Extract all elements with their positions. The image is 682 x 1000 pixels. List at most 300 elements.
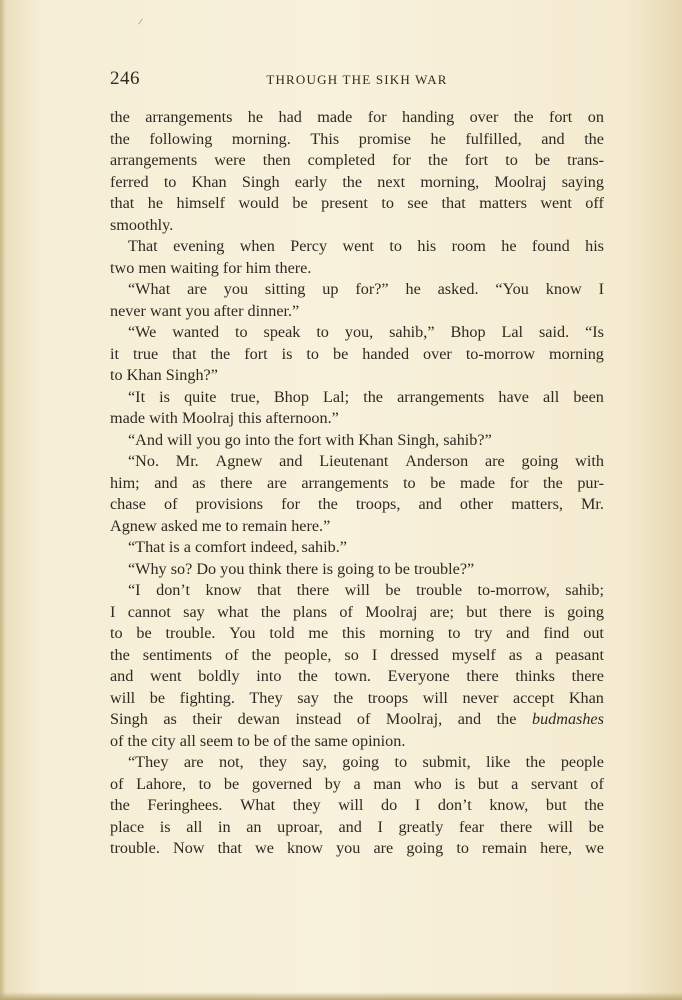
word: “And (128, 430, 164, 449)
text-line (110, 172, 604, 194)
word: to (110, 624, 123, 642)
word: here, (540, 839, 572, 857)
word: you (336, 839, 361, 857)
word: and (541, 129, 565, 148)
word: is (159, 387, 170, 406)
word: there (285, 559, 319, 578)
word: a (183, 538, 191, 556)
word: matters (479, 194, 527, 212)
word: his (585, 237, 604, 255)
word: and (154, 473, 178, 492)
word: to (234, 323, 248, 341)
word: the (110, 108, 130, 126)
word: all (543, 387, 560, 406)
word: remain (242, 516, 288, 535)
word: in (218, 817, 231, 836)
word: Bhop (450, 323, 486, 341)
word: fort (464, 151, 489, 169)
page-bottom-edge (0, 992, 682, 1000)
text-line (110, 193, 604, 215)
word: don’t (156, 581, 190, 599)
word: like (486, 753, 511, 771)
word: is (159, 817, 171, 836)
word: plans (292, 602, 328, 621)
word: Lal (501, 323, 524, 341)
word: myself (451, 645, 496, 664)
text-line (110, 129, 604, 151)
word: say, (302, 753, 327, 771)
text-line (110, 580, 604, 602)
word: all (186, 817, 203, 836)
text-line (110, 559, 604, 581)
word: people (560, 753, 604, 771)
word: two (110, 258, 135, 277)
word: made (110, 409, 146, 427)
page-edge-shadow (0, 0, 6, 1000)
word: we (585, 839, 604, 857)
word: I (377, 817, 383, 836)
word: “They (128, 753, 169, 771)
word: are; (429, 602, 454, 621)
word: be (292, 194, 308, 212)
word: present (321, 194, 368, 212)
word: he (147, 194, 164, 212)
word: to (110, 366, 123, 384)
word: Do (196, 559, 217, 578)
word: his (417, 237, 437, 255)
word: went (342, 237, 374, 255)
word: the (543, 473, 563, 492)
text-line (110, 516, 604, 538)
word: know (545, 280, 582, 298)
word: the (427, 151, 448, 169)
word: with (575, 452, 604, 470)
word: trouble (416, 581, 463, 599)
word: the (110, 129, 130, 148)
word: evening (173, 237, 225, 255)
word: pur- (577, 473, 604, 492)
word: sahib.” (301, 538, 347, 556)
word: man (373, 774, 402, 793)
word: a (535, 645, 543, 664)
word: Percy (290, 237, 328, 255)
word: will (547, 817, 573, 836)
word: morning, (420, 172, 480, 191)
word: for (509, 473, 529, 492)
word: for (392, 151, 411, 169)
word: not, (218, 753, 244, 771)
text-line (110, 817, 604, 839)
text-line (110, 688, 604, 710)
word: he (501, 237, 517, 255)
word: had (278, 108, 302, 126)
word: troops (367, 688, 409, 707)
word: of (590, 774, 604, 793)
word: be (136, 624, 152, 642)
word: men (138, 258, 167, 277)
word: the (251, 645, 272, 664)
word: You (229, 624, 256, 642)
word: going (337, 559, 374, 578)
text-line (110, 150, 604, 172)
word: into (256, 667, 282, 685)
word: to (237, 731, 250, 750)
word: Lahore, (136, 774, 187, 793)
word: that (172, 344, 197, 363)
word: are (183, 753, 204, 771)
word: of (225, 645, 239, 664)
word: be (430, 473, 446, 492)
word: city (151, 731, 176, 750)
word: to (389, 237, 402, 255)
word: fort (297, 430, 322, 449)
word: matters, (511, 495, 563, 513)
word: for (222, 258, 242, 277)
word: off (585, 194, 604, 212)
word: waiting (170, 258, 219, 277)
word: of (110, 731, 124, 750)
text-line (110, 215, 604, 237)
word: fort (548, 108, 573, 126)
text-line (110, 430, 604, 452)
word: think (248, 559, 282, 578)
word: greatly (398, 817, 444, 836)
word: of (339, 602, 353, 621)
word: to (403, 473, 416, 492)
word: is (454, 774, 466, 793)
word: wanted (172, 323, 220, 341)
word: the (110, 796, 130, 814)
text-line (110, 344, 604, 366)
word: following (149, 129, 213, 148)
word: dressed (390, 645, 439, 664)
word: him (245, 258, 271, 277)
word: up (322, 280, 339, 298)
word: the (127, 731, 148, 750)
word: place (110, 817, 145, 836)
word: morning (379, 624, 435, 642)
text-line (110, 322, 604, 344)
text-line (110, 365, 604, 387)
word: to (505, 151, 518, 169)
word: promise (358, 129, 411, 148)
word: be (253, 731, 270, 750)
word: you, (344, 323, 374, 341)
text-line (110, 666, 604, 688)
word: trouble. (165, 624, 216, 642)
word: the (584, 129, 604, 148)
word: going (521, 452, 559, 470)
word: want (150, 301, 182, 320)
word: and (110, 667, 134, 685)
word: people, (284, 645, 332, 664)
word: who (413, 774, 442, 793)
word: the (318, 495, 338, 513)
word: Feringhees. (147, 796, 223, 814)
word: he (430, 129, 446, 148)
text-line (110, 408, 604, 430)
word: “What (128, 280, 171, 298)
word: there (499, 817, 533, 836)
word: “We (128, 323, 157, 341)
word: smoothly. (110, 215, 174, 234)
word: Khan (358, 430, 394, 449)
word: Khan (568, 688, 604, 707)
word: I (414, 796, 421, 814)
word: “Is (585, 323, 604, 341)
word: Bhop (273, 387, 309, 406)
word: went (540, 194, 572, 212)
word: uproar, (277, 817, 323, 836)
word: the (342, 172, 363, 191)
word: were (214, 151, 246, 169)
word: handed (362, 344, 410, 363)
word: the (274, 430, 294, 449)
text-line (110, 451, 604, 473)
word: and (418, 495, 442, 513)
word: Lal; (323, 387, 350, 406)
word: know (286, 839, 323, 857)
word: fear (459, 817, 485, 836)
word: be (588, 817, 604, 836)
word: you (196, 430, 221, 449)
word: but (466, 602, 487, 621)
word: fort (244, 344, 268, 363)
word: are (187, 280, 207, 298)
word: there. (275, 258, 312, 277)
word: but (545, 796, 567, 814)
word: the (333, 688, 354, 707)
word: to (378, 559, 391, 578)
word: trans- (567, 151, 604, 169)
word: what (217, 602, 249, 621)
word: don’t (437, 796, 472, 814)
word: to (163, 172, 177, 191)
word: say (297, 688, 319, 707)
word: by (324, 774, 341, 793)
word: himself (176, 194, 226, 212)
word: Mr. (175, 452, 199, 470)
word: there (571, 667, 604, 685)
word: you (223, 280, 249, 298)
word: Khan (126, 366, 162, 384)
word: then (262, 151, 291, 169)
word: the (525, 753, 546, 771)
word: find (543, 624, 570, 642)
word: me (308, 624, 329, 642)
italic-word: budmashes (531, 710, 604, 728)
word: Agnew (110, 516, 157, 535)
word: Singh (241, 172, 280, 191)
word: Moolraj (365, 602, 418, 621)
word: town. (334, 667, 371, 685)
word: all (179, 731, 196, 750)
word: room (451, 237, 486, 255)
word: and (506, 624, 530, 642)
text-line (110, 774, 604, 796)
word: with (325, 430, 355, 449)
word: say (183, 602, 205, 621)
word: and (279, 452, 303, 470)
word: ferred (110, 172, 149, 191)
word: handing (402, 108, 455, 126)
word: to (394, 753, 408, 771)
word: out (583, 624, 604, 642)
word: try (474, 624, 493, 642)
word: afternoon.” (265, 409, 339, 427)
word: to (316, 323, 329, 341)
word: Singh (110, 710, 148, 728)
word: provisions (195, 495, 264, 513)
word: cannot (127, 602, 171, 621)
word: They (249, 688, 283, 707)
word: me (201, 516, 222, 535)
word: sahib,” (389, 323, 435, 341)
word: for (281, 495, 300, 513)
word: speak (263, 323, 301, 341)
word: see (407, 194, 429, 212)
word: that (110, 194, 135, 212)
word: sahib?” (443, 430, 492, 449)
word: after (213, 301, 244, 320)
word: Moolraj, (385, 710, 443, 728)
word: of (164, 495, 178, 513)
text-line (110, 494, 604, 516)
word: to (225, 516, 239, 535)
word: dewan (237, 710, 280, 728)
word: to (306, 344, 320, 363)
word: over (469, 108, 499, 126)
word: to (381, 194, 394, 212)
text-line (110, 623, 604, 645)
word: to (447, 624, 461, 642)
word: governed (251, 774, 313, 793)
word: be (534, 151, 551, 169)
word: they (259, 753, 287, 771)
word: know, (489, 796, 529, 814)
word: but (477, 774, 499, 793)
word: will (110, 688, 136, 707)
text-line (110, 602, 604, 624)
word: as (163, 710, 177, 728)
word: there (466, 667, 499, 685)
word: the (513, 108, 534, 126)
word: indeed, (250, 538, 298, 556)
word: you (185, 301, 210, 320)
word: Khan (191, 172, 227, 191)
word: arrangements (301, 473, 389, 492)
word: saying (561, 172, 604, 191)
word: Moolraj (181, 409, 235, 427)
word: the (260, 602, 281, 621)
word: will (422, 688, 448, 707)
word: I (110, 602, 116, 621)
word: there (296, 581, 330, 599)
word: fighting. (179, 688, 235, 707)
word: “You (495, 280, 529, 298)
word: Anderson (405, 452, 469, 470)
word: remain (482, 839, 527, 857)
word: comfort (195, 538, 247, 556)
word: they (292, 796, 321, 814)
word: next (377, 172, 406, 191)
word: into (244, 430, 271, 449)
word: as (508, 645, 523, 664)
word: Everyone (387, 667, 450, 685)
body-text (110, 107, 604, 860)
word: there (499, 602, 532, 621)
word: completed (307, 151, 376, 169)
word: go (224, 430, 241, 449)
word: the (496, 710, 517, 728)
word: submit, (422, 753, 471, 771)
word: their (192, 710, 223, 728)
text-line (110, 709, 604, 731)
word: This (310, 129, 340, 148)
word: would (238, 194, 279, 212)
word: peasant (555, 645, 604, 664)
word: said. (539, 323, 570, 341)
word: is (281, 344, 293, 363)
word: Now (173, 839, 205, 857)
word: thinks (515, 667, 555, 685)
word: are (373, 839, 394, 857)
word: morning. (231, 129, 291, 148)
word: “That (128, 538, 165, 556)
word: opinion. (351, 731, 406, 750)
word: that (217, 839, 242, 857)
word: as (192, 473, 206, 492)
word: That (128, 237, 158, 255)
word: that (441, 194, 466, 212)
word: with (149, 409, 178, 427)
word: Agnew (215, 452, 263, 470)
word: early (294, 172, 328, 191)
word: are (484, 452, 505, 470)
word: going (406, 839, 444, 857)
text-line (110, 838, 604, 860)
word: will (167, 430, 193, 449)
word: this (341, 624, 366, 642)
word: found (531, 237, 570, 255)
word: “It (128, 387, 146, 406)
word: of (273, 731, 287, 750)
word: made (460, 473, 496, 492)
word: been (573, 387, 604, 406)
word: made (317, 108, 353, 126)
word: morning (549, 344, 604, 363)
word: asked. (437, 280, 479, 298)
text-line (110, 752, 604, 774)
word: on (587, 108, 604, 126)
word: instead (295, 710, 342, 728)
text-line (110, 258, 604, 280)
word: be (149, 688, 166, 707)
text-line (110, 301, 604, 323)
word: an (246, 817, 262, 836)
word: accept (512, 688, 555, 707)
word: the (210, 344, 231, 363)
word: and (457, 710, 482, 728)
word: this (238, 409, 262, 427)
text-line (110, 279, 604, 301)
word: same (314, 731, 348, 750)
word: he (405, 280, 421, 298)
word: will (338, 796, 364, 814)
word: dinner.” (247, 301, 300, 320)
word: told (269, 624, 295, 642)
word: seem (199, 731, 234, 750)
